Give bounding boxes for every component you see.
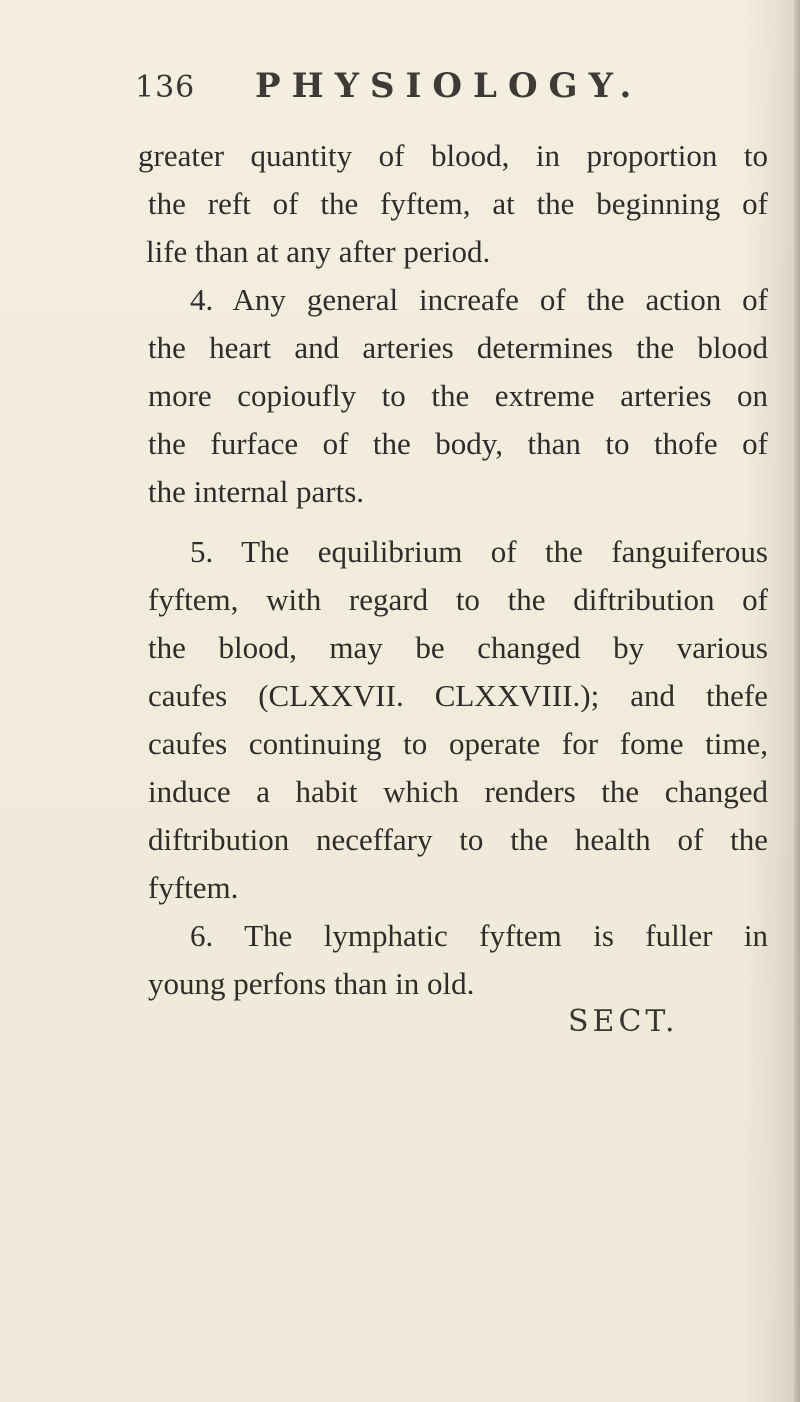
text-line: the blood, may be changed by various <box>148 630 768 665</box>
text-line: diftribution neceffary to the health of the <box>148 822 768 857</box>
text-line: induce a habit which renders the changed <box>148 774 768 809</box>
running-head: PHYSIOLOGY. <box>255 66 643 106</box>
text-line: life than at any after period. <box>146 234 491 269</box>
text-line: caufes continuing to operate for fome time, <box>148 726 768 761</box>
catchword: SECT. <box>568 1004 679 1039</box>
text-line: fyftem, with regard to the diftribution of <box>148 582 768 617</box>
text-line: the furface of the body, than to thofe of <box>148 426 768 461</box>
text-line: the heart and arteries determines the blood <box>148 330 768 365</box>
text-line: 4. Any general increafe of the action of <box>190 282 768 317</box>
text-line: 6. The lymphatic fyftem is fuller in <box>190 918 768 953</box>
text-line: the internal parts. <box>148 474 365 509</box>
text-line: greater quantity of blood, in proportion to <box>138 138 768 173</box>
text-line: more copioufly to the extreme arteries on <box>148 378 768 413</box>
body-text <box>138 132 768 1008</box>
text-line: caufes (CLXXVII. CLXXVIII.); and thefe <box>148 678 768 713</box>
page-edge <box>794 0 800 1402</box>
text-line: fyftem. <box>148 870 239 905</box>
text-line: the reft of the fyftem, at the beginning of <box>148 186 768 221</box>
page-number: 136 <box>135 70 196 105</box>
text-line: 5. The equilibrium of the fanguiferous <box>190 534 768 569</box>
text-line: young perfons than in old. <box>148 966 475 1001</box>
page-header <box>135 66 642 122</box>
